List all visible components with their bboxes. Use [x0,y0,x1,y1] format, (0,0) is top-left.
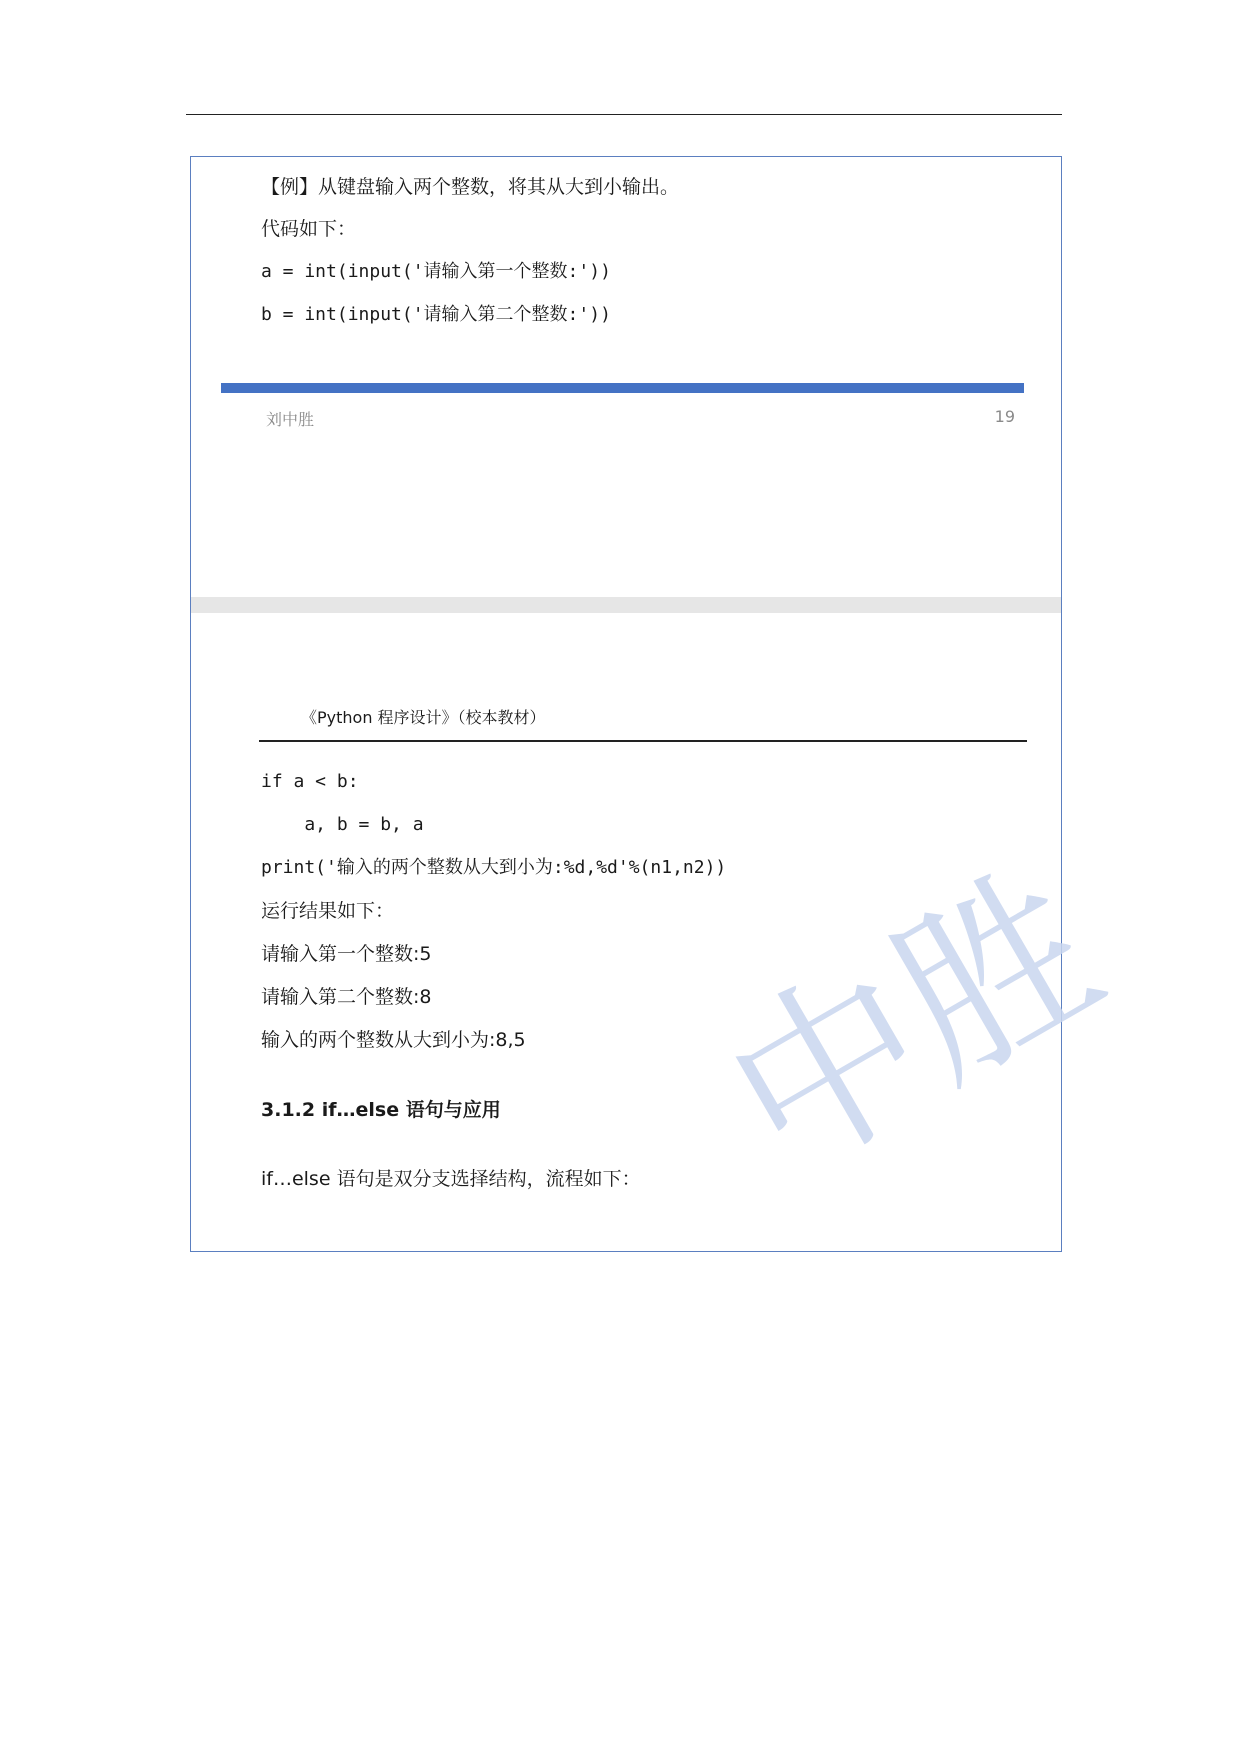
code-line-a: a = int(input('请输入第一个整数:')) [261,261,611,282]
watermark-text: 中胜 [693,833,1133,1215]
footer-author: 刘中胜 [266,410,315,429]
output-line-2: 请输入第二个整数:8 [261,986,432,1008]
document-viewport[interactable] [190,156,1133,1252]
footer-accent-bar [221,383,1024,393]
example-statement: 【例】从键盘输入两个整数，将其从大到小输出。 [261,176,680,198]
section-heading: 3.1.2 if…else 语句与应用 [261,1099,501,1121]
page-header-title: 《Python 程序设计》（校本教材） [301,708,546,727]
code-intro-text: 代码如下： [261,218,357,240]
footer-page-number: 19 [994,407,1015,426]
section-intro-text: if…else 语句是双分支选择结构，流程如下： [261,1168,641,1190]
page-top-rule [186,114,1062,115]
code-line-b: b = int(input('请输入第二个整数:')) [261,304,611,325]
output-line-3: 输入的两个整数从大到小为:8,5 [261,1029,526,1051]
code-line-if: if a < b: [261,771,359,792]
run-result-label: 运行结果如下： [261,900,395,922]
output-line-1: 请输入第一个整数:5 [261,943,432,965]
code-line-swap: a, b = b, a [261,814,424,835]
page-separator [191,597,1061,613]
page-header-rule [259,740,1027,742]
code-line-print: print('输入的两个整数从大到小为:%d,%d'%(n1,n2)) [261,857,727,878]
